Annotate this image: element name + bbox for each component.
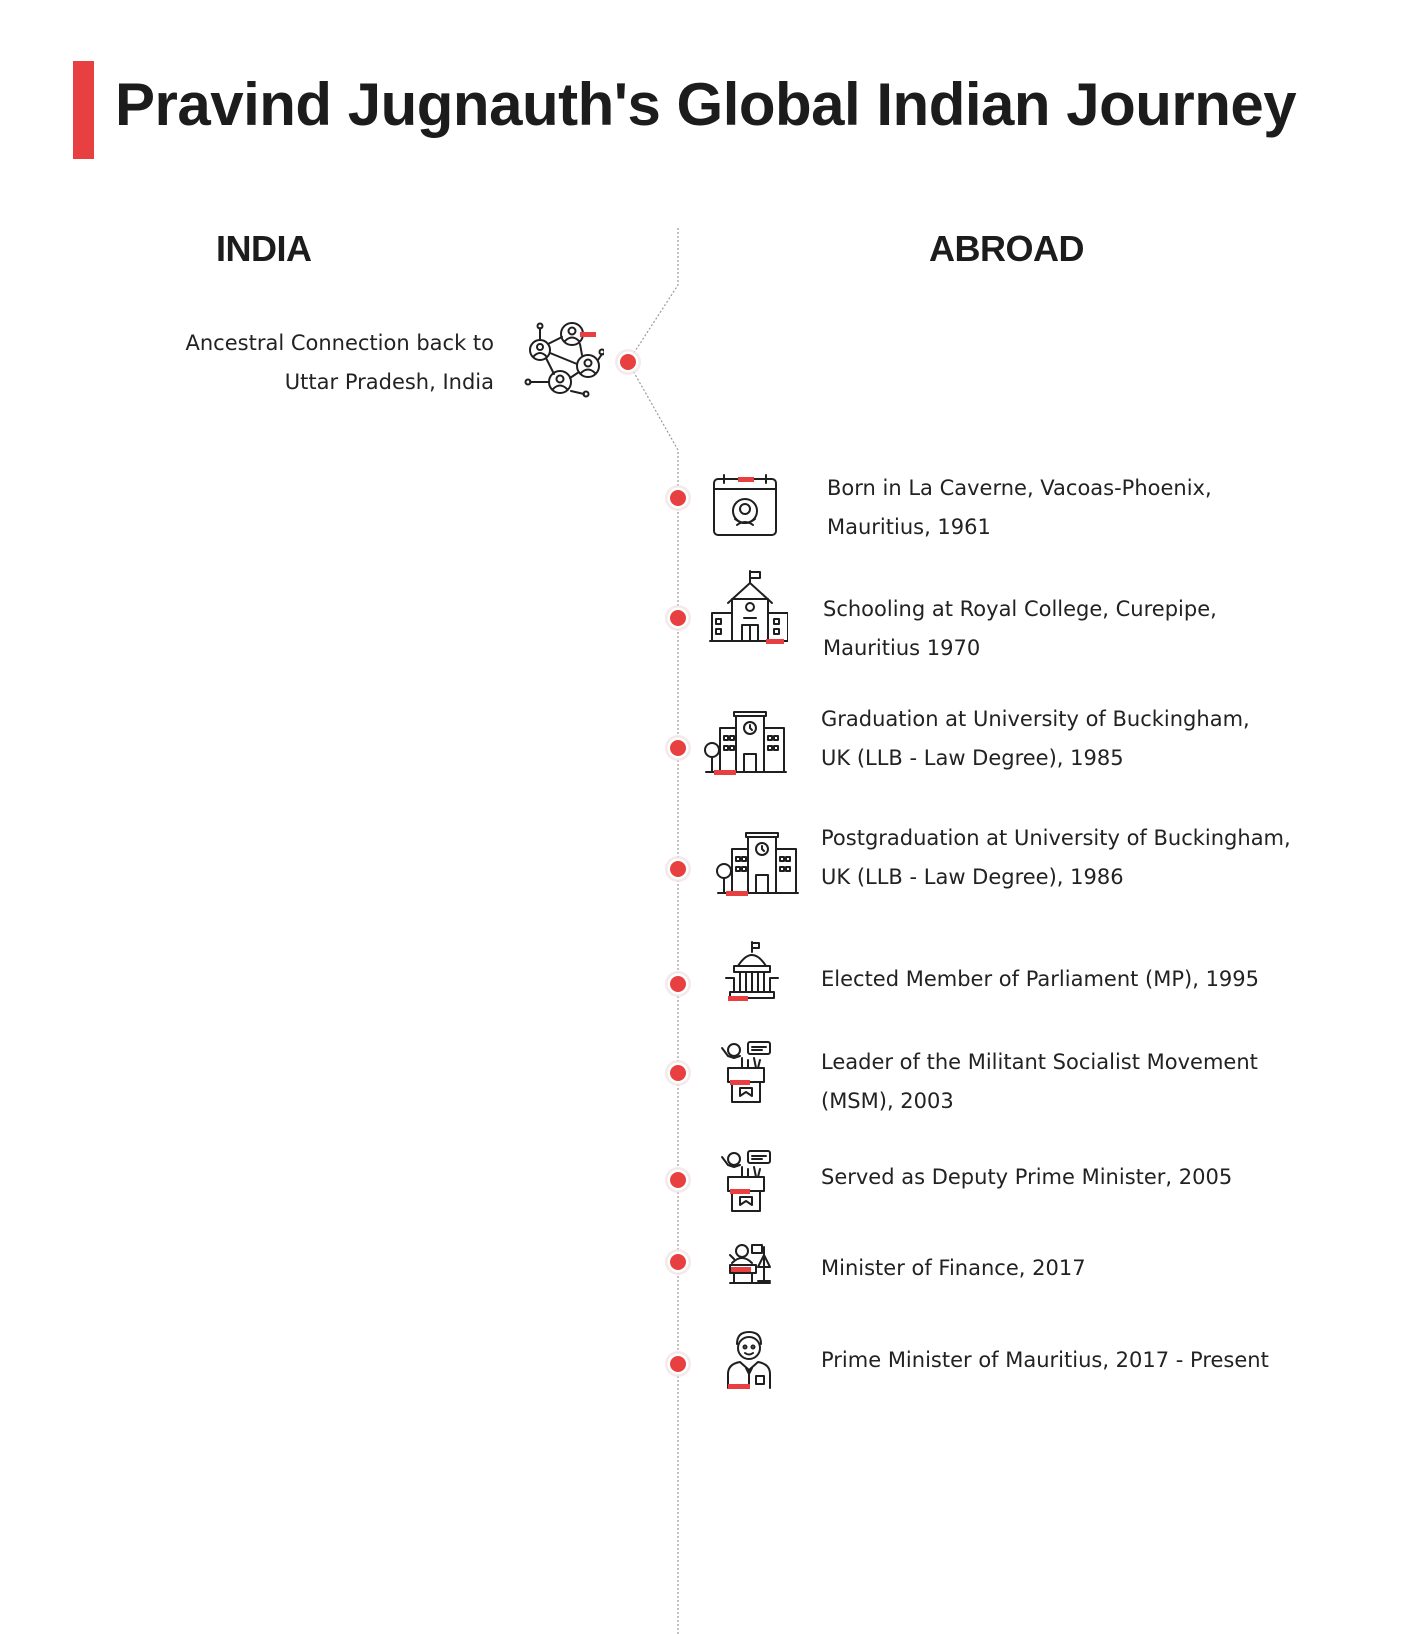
column-heading-india: INDIA (216, 228, 312, 269)
column-heading-abroad: ABROAD (929, 228, 1084, 269)
abroad-event-text-4 (821, 819, 1291, 897)
abroad-event-icon-8 (728, 1241, 772, 1291)
event-line: Postgraduation at University of Buckingham, (821, 826, 1291, 850)
event-line: Schooling at Royal College, Curepipe, (823, 597, 1217, 621)
abroad-event-text-8 (821, 1249, 1086, 1288)
timeline-marker (656, 726, 700, 770)
abroad-event-text-7 (821, 1158, 1232, 1197)
event-line: UK (LLB - Law Degree), 1986 (821, 865, 1124, 889)
timeline-marker (656, 847, 700, 891)
event-line: Served as Deputy Prime Minister, 2005 (821, 1165, 1233, 1189)
abroad-event-icon-2 (708, 569, 788, 649)
event-line: Graduation at University of Buckingham, (821, 707, 1250, 731)
abroad-event-icon-3 (704, 710, 788, 780)
event-line: Minister of Finance, 2017 (821, 1256, 1086, 1280)
event-line: Mauritius 1970 (823, 636, 981, 660)
timeline-marker (656, 1051, 700, 1095)
event-line: Born in La Caverne, Vacoas-Phoenix, (827, 476, 1212, 500)
abroad-event-icon-4 (716, 831, 800, 901)
timeline-marker (656, 476, 700, 520)
abroad-event-text-5 (821, 960, 1259, 999)
event-line: (MSM), 2003 (821, 1089, 954, 1113)
abroad-event-text-6 (821, 1043, 1258, 1121)
event-line: Uttar Pradesh, India (284, 370, 494, 394)
abroad-event-icon-9 (726, 1330, 772, 1394)
event-line: Ancestral Connection back to (185, 331, 494, 355)
event-line: UK (LLB - Law Degree), 1985 (821, 746, 1124, 770)
event-line: Elected Member of Parliament (MP), 1995 (821, 967, 1260, 991)
india-event-icon (524, 320, 604, 404)
abroad-event-text-9 (821, 1341, 1269, 1380)
abroad-event-text-3 (821, 700, 1250, 778)
page-title: Pravind Jugnauth's Global Indian Journey (115, 71, 1297, 138)
timeline-marker (656, 1240, 700, 1284)
timeline-marker (656, 596, 700, 640)
timeline-marker (606, 340, 650, 384)
abroad-event-icon-7 (720, 1149, 776, 1217)
abroad-event-icon-1 (711, 473, 779, 541)
event-line: Prime Minister of Mauritius, 2017 - Present (821, 1348, 1269, 1372)
abroad-event-text-1 (827, 469, 1212, 547)
abroad-event-text-2 (823, 590, 1217, 668)
abroad-event-icon-6 (720, 1040, 776, 1108)
event-line: Leader of the Militant Socialist Movement (821, 1050, 1258, 1074)
abroad-event-icon-5 (722, 940, 782, 1006)
timeline-marker (656, 962, 700, 1006)
india-event-text (186, 324, 495, 402)
timeline-marker (656, 1342, 700, 1386)
timeline-marker (656, 1158, 700, 1202)
event-line: Mauritius, 1961 (827, 515, 991, 539)
